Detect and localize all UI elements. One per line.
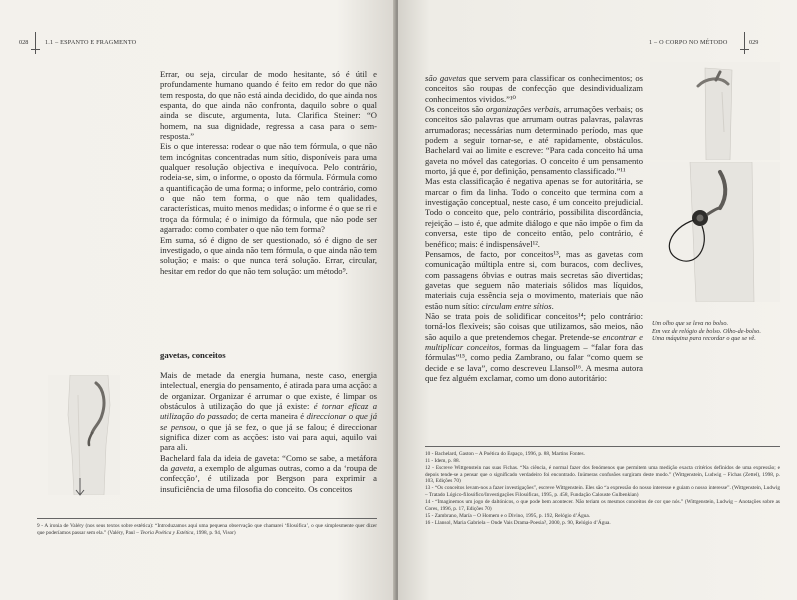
right-body (425, 73, 643, 383)
crop-mark (35, 32, 36, 54)
figure-photo-top (650, 62, 780, 160)
footnote: 14 - “Imaginemos um jogo de daltónicos, o que pode bem acontecer. Não teriam os mesmos conceitos de cor que nós.” (Wittgenstein, Ludwig – Anotações sobre as Cores, 1996, p. 17, Edições 70) (425, 499, 780, 512)
footnote: 9 - A ironia de Valéry (nos seus textos sobre estética): “Introduzamos aqui uma pequena observação que chamarei ‘filosófica’, o que simplesmente quer dizer que poderíamos passar sem ela.” (Valéry, Paul – Teoria Poética y Estética, 1998, p. 94, Visor) (37, 523, 377, 536)
left-body-upper (160, 69, 377, 276)
caption-line: Uma máquina para recordar o que se vê. (652, 335, 756, 343)
page-number-left: 028 (19, 39, 29, 46)
figure-photo-left (48, 375, 120, 495)
footnote: 13 - “Os conceitos levam-nos a fazer investigações”, escreve Wittgenstein. Eles são “a expressão do nosso interesse e guiam o nosso interesse”. (Wittgenstein, Ludwig – Tratado Lógico-filosófico/Investigações Filosóficas, 1995, p. 458, Fundação Calouste Gulbenkian) (425, 485, 780, 499)
paragraph: Errar, ou seja, circular de modo hesitante, só é útil e profundamente humano quando é feito em redor do que não tem resposta, do que não está ainda decidido, do que ainda nos espanta, do que ainda não confronta, daquilo sobre o qual ainda se discute, argumenta, luta. Clarifica Steiner: “O homem, na sua dignidade, regressa a casa para o sem-resposta.” (160, 69, 377, 142)
photo-caption (652, 320, 776, 343)
right-page (398, 0, 797, 600)
left-page (0, 0, 396, 600)
down-arrow-icon (73, 478, 87, 496)
paragraph: Eis o que interessa: rodear o que não tem fórmula, o que não tem incógnitas concentradas num sítio, disponíveis para uma qualquer resolução objectiva e inequívoca. Pelo contrário, rodeia-se, sim, o informe, o oposto da fórmula. Fórmula como a quantificação de uma forma; o informe, pelo contrário, como o que não tem forma, o que não tem qualidades, características, muito menos medidas; o informe é o que se ri e troça da fórmula; é o inimigo da fórmula, que não pode ser agarrado: como combater o que não tem forma? (160, 141, 377, 235)
figure-illustration (48, 375, 120, 495)
footnote: 10 - Bachelard, Gaston – A Poética do Espaço, 1996, p. 88, Martins Fontes. (425, 451, 585, 457)
footnotes-right (425, 451, 780, 527)
figure-photo-middle (650, 162, 780, 302)
page-number-right: 029 (749, 39, 759, 46)
paragraph: Não se trata pois de solidificar conceitos¹⁴; pelo contrário: torná-los flexíveis; são coisas que utilizamos, são meios, não são aquilo a que pretendemos chegar. Pretende-se encontrar e multiplicar conceitos, formas da linguagem – “falar fora das fórmulas”¹⁵, como pedia Zambrano, ou falar “como quem se decide e se lava”, como descreveu Llansol¹⁶. A mesma autora que fez alguém exclamar, como um dono autoritário: (425, 310, 643, 383)
footnote: 16 - Llansol, Maria Gabriela – Onde Vais Drama-Poesia?, 2000, p. 90, Relógio d’Água. (425, 519, 611, 526)
pocket-eye-illustration (650, 162, 780, 302)
paragraph: Em suma, só é digno de ser questionado, só é digno de ser investigado, o que ainda não tem fórmula, o que ainda não tem solução; e mais: o que nunca terá solução. Errar, circular, hesitar em redor do que não tem solução: um método⁹. (160, 234, 377, 276)
paragraph: Mas esta classificação é negativa apenas se for autoritária, se marcar o fim da linha. Todo o conceito que termina com a investigação conceptual, neste caso, é um conceito prejudicial. Todo o conceito que, pelo contrário, possibilita discordância, rejeição – isto é, que admite diálogo e que não impõe o fim da conversa, este tipo de conceito então, pelo contrário, é benéfico; mais: é indispensável¹². (425, 176, 643, 249)
paragraph: Mais de metade da energia humana, neste caso, energia intelectual, energia do pensamento, é atirada para uma acção: a de organizar. Organizar é arrumar o que existe, é limpar os obstáculos à utilização do que já existe: é tornar eficaz a utilização do passado; de certa maneira é direccionar o que já se pensou, o que já se fez, o que já se falou; é direccionar significa dizer com as acções: isto vai para aqui, aquilo vai para ali. (160, 370, 377, 453)
running-head-left: 1.1 – ESPANTO E FRAGMENTO (45, 39, 137, 46)
footnote: 15 - Zambrano, María – O Homem e o Divino, 1995, p. 192, Relógio d’Água. (425, 512, 591, 519)
footnote-divider (37, 518, 377, 519)
caption-line: Em vez de relógio de bolso. Olho-de-bolso. (652, 327, 761, 335)
paragraph: Os conceitos são organizações verbais, arrumações verbais; os conceitos são palavras que arrumam outras palavras, palavras arrumadoras; necessárias num determinado período, mas que podem a seguir tornar-se, e até rapidamente, obstáculos. Bachelard vai ao limite e escreve: “Para cada conceito há uma gaveta no móvel das categorias. O conceito é um pensamento morto, já que é, por definição, pensamento classificado.”¹¹ (425, 104, 644, 177)
crop-mark (740, 49, 749, 50)
crop-mark (31, 49, 40, 50)
paragraph: Bachelard fala da ideia de gaveta: “Como se sabe, a metáfora da gaveta, a exemplo de algumas outras, como a da ‘roupa de confecção’, é utilizada por Bergson para exprimir a insuficiência de uma filosofia do conceito. Os conceitos (160, 452, 377, 494)
crop-mark (744, 32, 745, 54)
figure-illustration (650, 62, 780, 160)
paragraph: Pensamos, de facto, por conceitos¹³, mas as gavetas com comunicação múltipla entre si, com buracos, com declives, com passagens óbvias e outras mais secretas são divertidas; gavetas que seguem não materiais sólidos mas líquidos, materiais cuja essência seja o movimento, materiais que não estão num sítio: circulam entre sítios. (425, 248, 643, 311)
running-head-right: 1 – O CORPO NO MÉTODO (649, 39, 728, 46)
footnotes-left (37, 523, 377, 537)
left-body-lower (160, 370, 377, 494)
caption-line: Um olho que se leva no bolso. (652, 320, 729, 327)
paragraph: são gavetas que servem para classificar os conhecimentos; os conceitos são roupas de confecção que desindividualizam conhecimentos vividos.”¹⁰ (425, 73, 643, 104)
footnote: 11 - Idem, p. 88. (425, 458, 460, 465)
footnote: 12 - Escreve Wittgenstein nas suas Fichas. “Na ciência, é normal fazer dos fenómenos que permitem uma medição exacta critérios definidos de uma expressão; e depois tende-se a pensar que o significado verdadeiro foi encontrado. Inúmeras confusões surgiram deste modo.” (Wittgenstein, Ludwig – Fichas (Zettel), 1998, p. 103, Edições 70) (425, 465, 780, 485)
section-heading: gavetas, conceitos (160, 350, 226, 360)
footnote-divider (425, 446, 780, 447)
